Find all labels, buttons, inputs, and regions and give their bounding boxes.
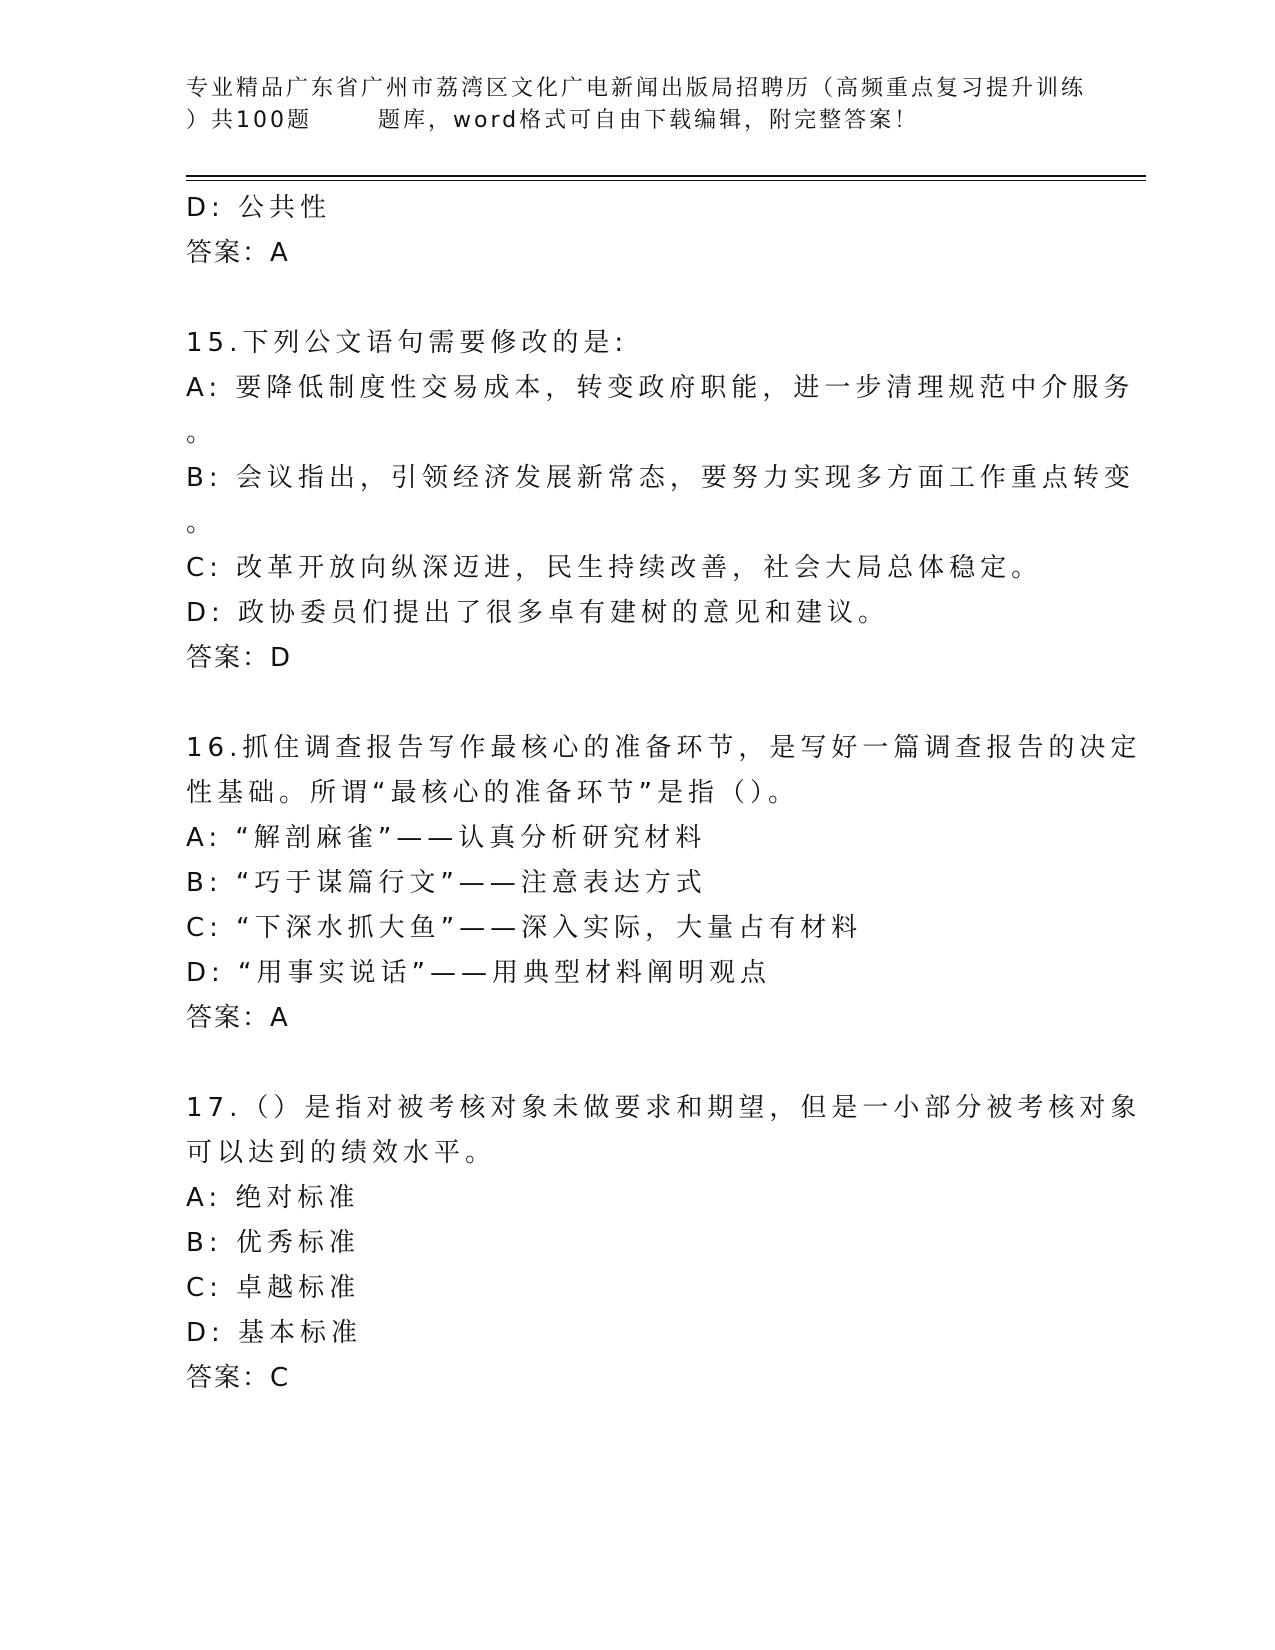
question-stem-continuation: 性基础。所谓“最核心的准备环节”是指（）。	[186, 778, 799, 808]
question-16	[186, 726, 1186, 1041]
header-divider-thick	[186, 175, 1146, 177]
option-b: B: “巧于谋篇行文”——注意表达方式	[186, 868, 707, 898]
option-d: D: 政协委员们提出了很多卓有建树的意见和建议。	[186, 598, 890, 628]
prev-option-d: D: 公共性	[186, 193, 332, 223]
option-a: A: “解剖麻雀”——认真分析研究材料	[186, 823, 707, 853]
option-a: A: 要降低制度性交易成本，转变政府职能，进一步清理规范中介服务	[186, 373, 1135, 403]
option-b-continuation: 。	[186, 508, 213, 538]
answer: 答案：A	[186, 1003, 290, 1033]
question-15	[186, 321, 1186, 681]
question-stem: 17.（）是指对被考核对象未做要求和期望，但是一小部分被考核对象	[186, 1093, 1142, 1123]
question-stem: 16.抓住调查报告写作最核心的准备环节，是写好一篇调查报告的决定	[186, 733, 1142, 763]
option-c: C: 改革开放向纵深迈进，民生持续改善，社会大局总体稳定。	[186, 553, 1043, 583]
option-a-continuation: 。	[186, 418, 213, 448]
option-c: C: 卓越标准	[186, 1273, 361, 1303]
option-b: B: 优秀标准	[186, 1228, 360, 1258]
prev-answer: 答案：A	[186, 238, 290, 268]
header-line-2	[186, 105, 1086, 137]
header-line-1: 专业精品广东省广州市荔湾区文化广电新闻出版局招聘历（高频重点复习提升训练	[186, 76, 1087, 101]
option-c: C: “下深水抓大鱼”——深入实际，大量占有材料	[186, 913, 863, 943]
question-stem: 15.下列公文语句需要修改的是:	[186, 328, 629, 358]
option-d: D: 基本标准	[186, 1318, 363, 1348]
question-17	[186, 1086, 1186, 1401]
question-stem-continuation: 可以达到的绩效水平。	[186, 1138, 497, 1168]
answer: 答案：C	[186, 1363, 291, 1393]
header-divider-thin	[186, 180, 1146, 181]
option-d: D: “用事实说话”——用典型材料阐明观点	[186, 958, 771, 988]
header-question-count: ）共100题	[186, 108, 312, 133]
question-content	[186, 186, 1186, 1401]
header-description: 题库，word格式可自由下载编辑，附完整答案！	[378, 108, 920, 133]
option-b: B: 会议指出，引领经济发展新常态，要努力实现多方面工作重点转变	[186, 463, 1135, 493]
document-header	[186, 73, 1086, 137]
answer: 答案：D	[186, 643, 293, 673]
option-a: A: 绝对标准	[186, 1183, 360, 1213]
